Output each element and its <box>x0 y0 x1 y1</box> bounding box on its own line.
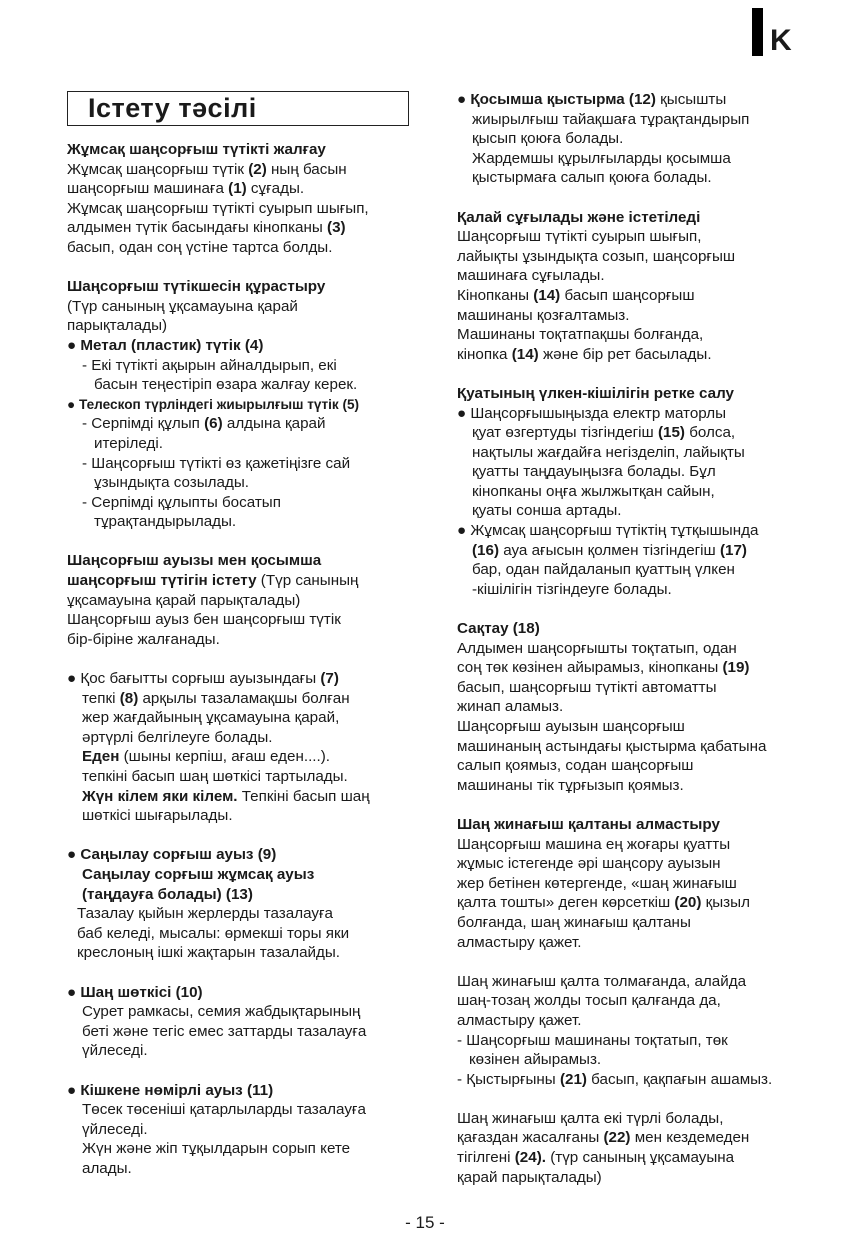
text-line: әртүрлі белгілеуге болады. <box>82 728 273 746</box>
heading-how-to-use: Қалай сұғылады және істетіледі <box>457 208 701 226</box>
text-line: қуат өзгертуды тізгіндегіш (15) болса, <box>472 424 736 442</box>
text-line: - Серпімді құлыпты босатып <box>82 493 281 511</box>
bullet-small-nozzle: ● Кішкене нөмірлі ауыз (11) <box>67 1081 274 1099</box>
text-line: - Шаңсорғыш машинаны тоқтатып, төк <box>457 1031 728 1049</box>
text-line: тепкі (8) арқылы тазаламақшы болған <box>82 689 350 707</box>
text-line: алады. <box>82 1159 132 1177</box>
text-line: тұрақтандырылады. <box>94 513 237 531</box>
text-line: Кінопканы (14) басып шаңсорғыш <box>457 286 695 304</box>
right-column <box>457 90 837 1187</box>
text-line: жұмыс істегенде әрі шаңсору ауызын <box>457 855 721 873</box>
text-line: шаң-тозаң жолды тосып қалғанда да, <box>457 992 721 1010</box>
text-line: машинаны тік тұрғызып қоямыз. <box>457 776 684 794</box>
text-line: (16) ауа ағысын қолмен тізгіндегіш (17) <box>472 541 747 559</box>
text-line: алмастыру қажет. <box>457 1011 582 1029</box>
heading-tube-assembly: Шаңсорғыш түтікшесін құрастыру <box>67 278 326 296</box>
text-line: кінопка (14) және бір рет басылады. <box>457 345 712 363</box>
text-line: ● Жұмсақ шаңсорғыш түтіктің тұтқышында <box>457 522 759 540</box>
text-line: шаңсорғыш машинаға (1) сұғады. <box>67 180 305 198</box>
text-line: шаңсорғыш түтігін істету (Түр санының <box>67 572 359 590</box>
text-line: қалта тошты» деген көрсеткіш (20) қызыл <box>457 894 750 912</box>
text-line: қағаздан жасалғаны (22) мен кездемеден <box>457 1129 750 1147</box>
text-line: алдымен түтік басындағы кінопканы (3) <box>67 219 346 237</box>
text-line: - Екі түтікті ақырын айналдырып, екі <box>82 356 337 374</box>
text-line: Шаңсорғыш машина ең жоғары қуатты <box>457 835 731 853</box>
text-line: бар, одан пайдаланып қуаттың үлкен <box>472 561 735 579</box>
text-line: қуаты сонша артады. <box>472 502 622 520</box>
text-line: салып қоямыз, содан шаңсорғыш <box>457 757 694 775</box>
text-line: машинаны қозғалтамыз. <box>457 306 630 324</box>
text-line: ұзындықта созылады. <box>94 474 249 492</box>
text-line: тепкіні басып шаң шөткісі тартылады. <box>82 768 348 785</box>
heading-hose-connect: Жұмсақ шаңсорғыш түтікті жалғау <box>67 141 326 158</box>
text-line: бір-біріне жалғанады. <box>67 630 220 648</box>
page-number: - 15 - <box>405 1213 445 1232</box>
heading-dust-bag-replace: Шаң жинағыш қалтаны алмастыру <box>457 815 720 833</box>
text-line: Машинаны тоқтатпақшы болғанда, <box>457 326 704 344</box>
heading-power-control: Қуатының үлкен-кішілігін ретке салу <box>457 384 734 402</box>
text-line: Еден (шыны керпіш, ағаш еден....). <box>82 748 331 766</box>
text-line: қыстырмаға салып қоюға болады. <box>472 169 712 187</box>
text-line: басып, одан соң үстіне тартса болды. <box>67 238 333 256</box>
text-line: Шаңсорғыш ауыз бен шаңсорғыш түтік <box>67 611 341 629</box>
text-line: ● Шаңсорғышыңызда електр маторлы <box>457 404 726 422</box>
text-line: жер жағдайының ұқсамауына қарай, <box>82 709 340 727</box>
text-line: болғанда, шаң жинағыш қалтаны <box>457 913 691 931</box>
text-line: беті және тегіс емес заттарды тазалауға <box>82 1022 367 1040</box>
text-line: машинаға сұғылады. <box>457 267 605 285</box>
bullet-telescopic-tube: ● Телескоп түрліндегі жиырылғыш түтік (5) <box>67 396 360 412</box>
text-line: парықталады) <box>67 317 168 335</box>
text-line: Шаң жинағыш қалта екі түрлі болады, <box>457 1109 724 1127</box>
text-line: Алдымен шаңсорғышты тоқтатып, одан <box>457 639 737 657</box>
language-tab-bar <box>752 8 763 56</box>
text-line: көзінен айырамыз. <box>469 1051 602 1069</box>
text-line: - Қыстырғыны (21) басып, қақпағын ашамыз. <box>457 1070 773 1088</box>
text-line: Төсек төсеніші қатарлыларды тазалауға <box>82 1101 366 1119</box>
text-line: креслоның ішкі жақтарын тазалайды. <box>77 944 341 962</box>
text-line: алмастыру қажет. <box>457 933 582 951</box>
bullet-dust-brush: ● Шаң шөткісі (10) <box>67 983 203 1001</box>
text-line: Саңылау сорғыш жұмсақ ауыз <box>82 865 315 883</box>
text-line: - Шаңсорғыш түтікті өз қажетіңізге сай <box>82 454 351 472</box>
text-line: кінопканы оңға жылжытқан сайын, <box>472 482 715 500</box>
text-line: итеріледі. <box>94 434 163 452</box>
language-letter: K <box>770 24 792 57</box>
text-line: Тазалау қыйын жерлерды тазалауға <box>77 905 333 923</box>
text-line: басын теңестіріп өзара жалғау керек. <box>94 376 358 394</box>
text-line: үйлеседі. <box>82 1120 148 1138</box>
text-line: жиырылғыш тайақшаға тұрақтандырып <box>472 110 750 128</box>
text-line: Шаң жинағыш қалта толмағанда, алайда <box>457 972 747 990</box>
text-line: шөткісі шығарылады. <box>82 807 233 825</box>
text-line: қуатты таңдауыңызға болады. Бұл <box>472 463 716 481</box>
left-column <box>67 140 437 1178</box>
text-line: басып, шаңсорғыш түтікті автоматты <box>457 678 717 696</box>
text-line: - Серпімді құлып (6) алдына қарай <box>82 415 326 433</box>
heading-nozzle-usage: Шаңсорғыш ауызы мен қосымша <box>67 552 322 570</box>
text-line: нақтылы жағдайға негізделіп, лайықты <box>472 443 745 461</box>
text-line: (Түр санының ұқсамауына қарай <box>67 297 298 315</box>
text-line: Жардемшы құрылғыларды қосымша <box>472 149 731 167</box>
text-line: Жұмсақ шаңсорғыш түтік (2) ның басын <box>67 160 347 178</box>
text-line: баб келеді, мысалы: өрмекші торы яки <box>77 924 350 942</box>
text-line: лайықты ұзындықта созып, шаңсорғыш <box>457 247 736 265</box>
text-line: машинаның астындағы қыстырма қабатына <box>457 737 767 755</box>
text-line: қысып қоюға болады. <box>472 130 624 148</box>
text-line: (таңдауға болады) (13) <box>82 885 253 903</box>
bullet-metal-tube: ● Метал (пластик) түтік (4) <box>67 336 264 354</box>
text-line: Жүн және жіп тұқылдарын сорып кете <box>82 1140 351 1158</box>
text-line: тігілгені (24). (түр санының ұқсамауына <box>457 1149 735 1167</box>
text-line: жер бетінен көтергенде, «шаң жинағыш <box>457 874 737 892</box>
text-line: қарай парықталады) <box>457 1168 602 1186</box>
page-title: Істету тәсілі <box>88 93 257 123</box>
text-line: -кішілігін тізгіндеуге болады. <box>472 580 672 598</box>
text-line: Шаңсорғыш ауызын шаңсорғыш <box>457 718 685 735</box>
bullet-crevice-nozzle: ● Саңылау сорғыш ауыз (9) <box>67 846 277 864</box>
text-line: ● Қосымша қыстырма (12) қысышты <box>457 91 727 108</box>
heading-storage: Сақтау (18) <box>457 620 540 638</box>
section-title-box <box>67 91 409 126</box>
text-line: Жүн кілем яки кілем. Тепкіні басып шаң <box>82 787 370 805</box>
text-line: ұқсамауына қарай парықталады) <box>67 591 301 609</box>
text-line: жинап аламыз. <box>457 698 564 716</box>
text-line: Жұмсақ шаңсорғыш түтікті суырып шығып, <box>67 199 369 217</box>
text-line: ● Қос бағытты сорғыш ауызындағы (7) <box>67 670 339 688</box>
text-line: соң төк көзінен айырамыз, кінопканы (19) <box>457 659 750 677</box>
text-line: үйлеседі. <box>82 1042 148 1060</box>
text-line: Сурет рамкасы, семия жабдықтарының <box>82 1003 361 1021</box>
text-line: Шаңсорғыш түтікті суырып шығып, <box>457 228 702 246</box>
